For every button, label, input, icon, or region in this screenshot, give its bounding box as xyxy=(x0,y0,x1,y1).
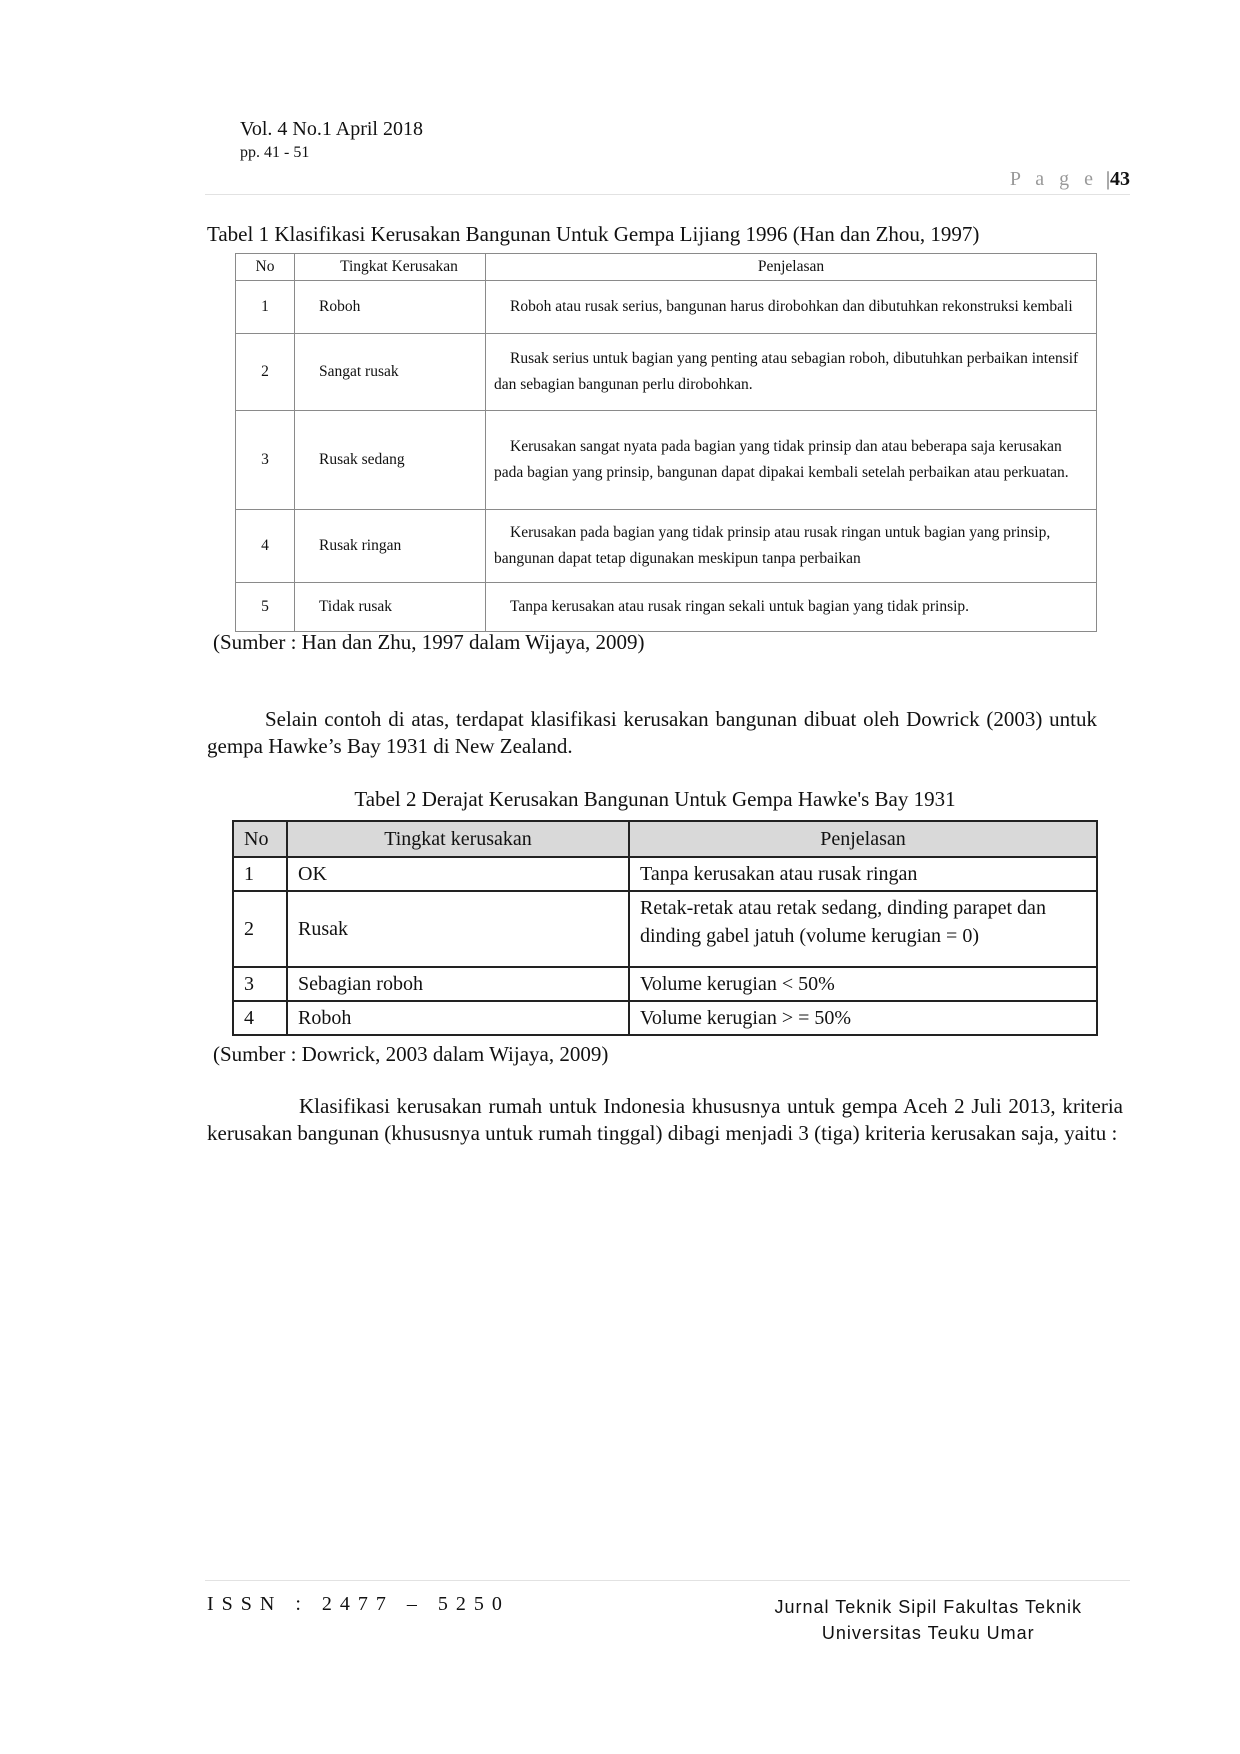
row-no: 2 xyxy=(236,334,295,411)
row-desc: Volume kerugian < 50% xyxy=(629,967,1097,1001)
row-desc: Rusak serius untuk bagian yang penting atau sebagian roboh, dibutuhkan perbaikan intensif dan sebagian bangunan perlu dirobohkan. xyxy=(486,334,1097,411)
row-desc: Kerusakan sangat nyata pada bagian yang tidak prinsip dan atau beberapa saja kerusakan pada bagian yang prinsip, bangunan dapat dipakai kembali setelah perbaikan atau perkuatan. xyxy=(486,411,1097,510)
row-desc: Tanpa kerusakan atau rusak ringan xyxy=(629,857,1097,891)
row-no: 3 xyxy=(233,967,287,1001)
table1-source: (Sumber : Han dan Zhu, 1997 dalam Wijaya, 2009) xyxy=(213,630,645,654)
table2 xyxy=(232,820,1098,1036)
row-level: OK xyxy=(287,857,629,891)
row-desc: Tanpa kerusakan atau rusak ringan sekali untuk bagian yang tidak prinsip. xyxy=(486,583,1097,632)
page-word: P a g e xyxy=(1009,168,1098,190)
row-no: 1 xyxy=(236,281,295,334)
table-row xyxy=(233,967,1097,1001)
journal-name xyxy=(775,1594,1082,1646)
table1-header-row xyxy=(236,254,1097,281)
table-row xyxy=(233,891,1097,967)
page-indicator xyxy=(1010,168,1130,191)
table-row xyxy=(236,334,1097,411)
table-row xyxy=(233,1001,1097,1035)
table1 xyxy=(235,253,1097,632)
row-level: Sebagian roboh xyxy=(287,967,629,1001)
row-level: Rusak ringan xyxy=(295,510,486,583)
row-no: 4 xyxy=(236,510,295,583)
row-desc: Retak-retak atau retak sedang, dinding parapet dan dinding gabel jatuh (volume kerugian = 0) xyxy=(629,891,1097,967)
row-level: Rusak xyxy=(287,891,629,967)
table2-header-desc: Penjelasan xyxy=(629,821,1097,857)
header-divider xyxy=(205,194,1130,195)
table2-source: (Sumber : Dowrick, 2003 dalam Wijaya, 2009) xyxy=(213,1042,609,1066)
table-row xyxy=(236,583,1097,632)
journal-name-line2: Universitas Teuku Umar xyxy=(821,1623,1035,1643)
paragraph-2: Klasifikasi kerusakan rumah untuk Indonesia khususnya untuk gempa Aceh 2 Juli 2013, kriteria kerusakan bangunan (khususnya untuk rumah tinggal) dibagi menjadi 3 (tiga) kriteria kerusakan saja, yaitu : xyxy=(207,1094,1123,1145)
table1-header-desc: Penjelasan xyxy=(486,254,1097,281)
row-no: 4 xyxy=(233,1001,287,1035)
row-level: Roboh xyxy=(287,1001,629,1035)
table2-header-level: Tingkat kerusakan xyxy=(287,821,629,857)
paragraph-1: Selain contoh di atas, terdapat klasifikasi kerusakan bangunan dibuat oleh Dowrick (2003) untuk gempa Hawke’s Bay 1931 di New Zealand. xyxy=(207,707,1097,758)
footer-divider xyxy=(205,1580,1130,1581)
table-row xyxy=(236,411,1097,510)
table-row xyxy=(236,281,1097,334)
row-desc: Roboh atau rusak serius, bangunan harus dirobohkan dan dibutuhkan rekonstruksi kembali xyxy=(486,281,1097,334)
table1-header-level: Tingkat Kerusakan xyxy=(295,254,486,281)
table-row xyxy=(233,857,1097,891)
page-separator: | xyxy=(1105,168,1110,190)
row-no: 2 xyxy=(233,891,287,967)
row-no: 3 xyxy=(236,411,295,510)
table2-header-no: No xyxy=(233,821,287,857)
row-no: 1 xyxy=(233,857,287,891)
row-no: 5 xyxy=(236,583,295,632)
page-range: pp. 41 - 51 xyxy=(240,144,310,161)
table1-caption: Tabel 1 Klasifikasi Kerusakan Bangunan Untuk Gempa Lijiang 1996 (Han dan Zhou, 1997) xyxy=(207,222,980,246)
table2-header-row xyxy=(233,821,1097,857)
row-level: Rusak sedang xyxy=(295,411,486,510)
page-number: 43 xyxy=(1110,168,1130,190)
row-desc: Volume kerugian > = 50% xyxy=(629,1001,1097,1035)
row-level: Roboh xyxy=(295,281,486,334)
table1-header-no: No xyxy=(236,254,295,281)
table2-caption: Tabel 2 Derajat Kerusakan Bangunan Untuk Gempa Hawke's Bay 1931 xyxy=(354,787,956,811)
issn: ISSN : 2477 – 5250 xyxy=(207,1593,510,1615)
row-desc: Kerusakan pada bagian yang tidak prinsip atau rusak ringan untuk bagian yang prinsip, bangunan dapat tetap digunakan meskipun tanpa perbaikan xyxy=(486,510,1097,583)
journal-name-line1: Jurnal Teknik Sipil Fakultas Teknik xyxy=(774,1597,1082,1617)
volume-info: Vol. 4 No.1 April 2018 xyxy=(240,118,423,140)
row-level: Sangat rusak xyxy=(295,334,486,411)
table-row xyxy=(236,510,1097,583)
row-level: Tidak rusak xyxy=(295,583,486,632)
